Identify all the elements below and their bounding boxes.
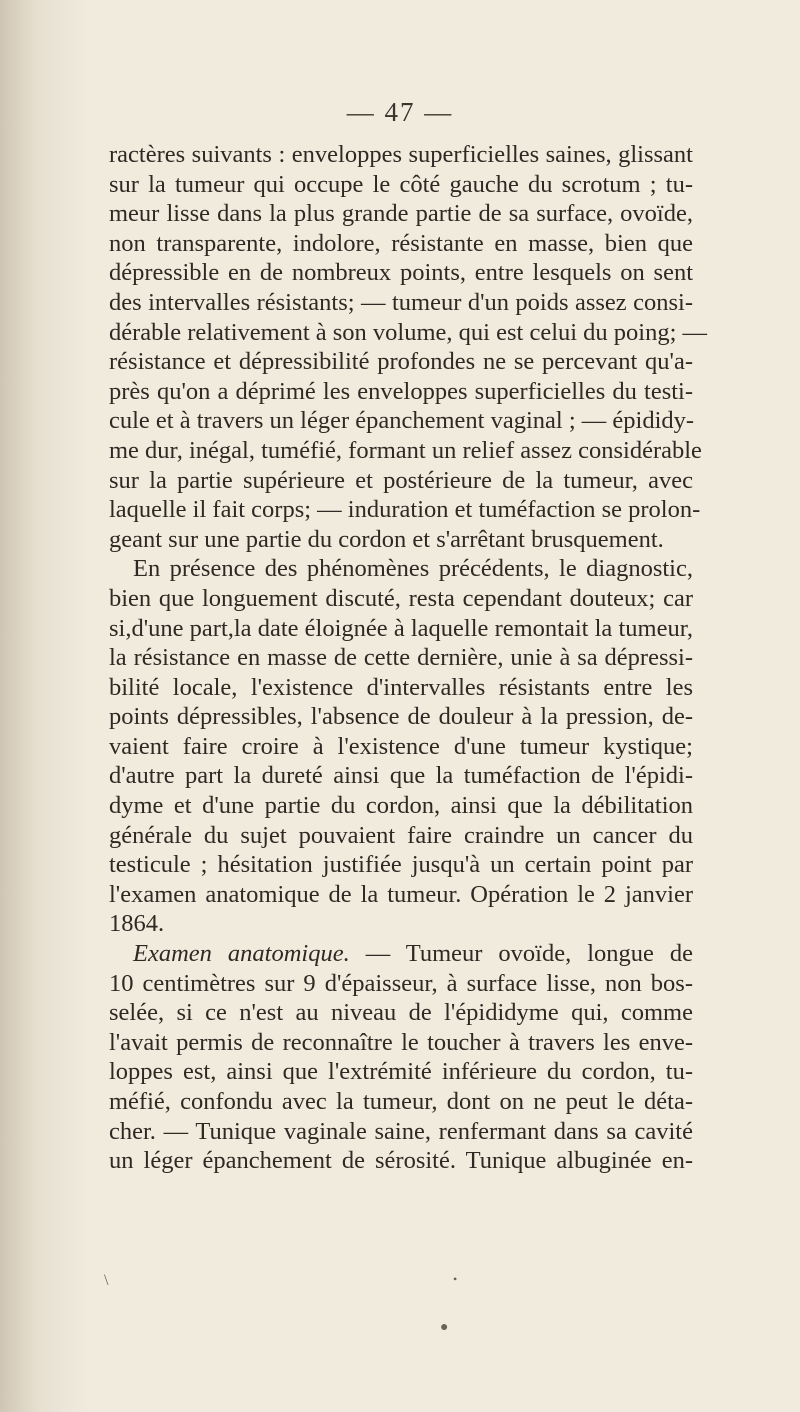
text-line: si,d'une part,la date éloignée à laquelle remontait la tumeur, <box>109 614 693 642</box>
text-line: non transparente, indolore, résistante en masse, bien que <box>109 229 693 257</box>
text-line: ractères suivants : enveloppes superficielles saines, glissant <box>109 141 693 168</box>
text-line: bilité locale, l'existence d'intervalles résistants entre les <box>109 673 693 701</box>
text-line: l'examen anatomique de la tumeur. Opération le 2 janvier <box>109 880 693 908</box>
text-line-exam-heading <box>109 939 693 969</box>
text-line: dyme et d'une partie du cordon, ainsi que la débilitation <box>109 792 693 820</box>
text-line: points dépressibles, l'absence de douleur à la pression, de- <box>109 703 693 731</box>
text-line: des intervalles résistants; — tumeur d'un poids assez consi- <box>109 288 693 316</box>
stray-mark: \ <box>104 1272 109 1289</box>
text-line-rest: — Tumeur ovoïde, longue de <box>365 940 693 968</box>
text-line: En présence des phénomènes précédents, le diagnostic, <box>133 555 693 583</box>
text-line: me dur, inégal, tuméfié, formant un relief assez considérable <box>109 436 702 464</box>
stray-mark: ● <box>440 1320 449 1335</box>
text-line: cher. — Tunique vaginale saine, renfermant dans sa cavité <box>109 1117 693 1145</box>
text-line: l'avait permis de reconnaître le toucher à travers les enve- <box>109 1028 693 1056</box>
text-line: générale du sujet pouvaient faire craindre un cancer du <box>109 821 693 849</box>
text-line: un léger épanchement de sérosité. Tunique albuginée en- <box>109 1147 693 1175</box>
text-line: meur lisse dans la plus grande partie de sa surface, ovoïde, <box>109 200 693 228</box>
page-number: — 47 — <box>346 97 454 127</box>
text-line: sur la partie supérieure et postérieure de la tumeur, avec <box>109 466 693 494</box>
text-line: loppes est, ainsi que l'extrémité inférieure du cordon, tu- <box>109 1058 693 1086</box>
text-line: la résistance en masse de cette dernière, unie à sa dépressi- <box>109 644 693 672</box>
text-line: testicule ; hésitation justifiée jusqu'à un certain point par <box>109 851 693 879</box>
text-line: vaient faire croire à l'existence d'une tumeur kystique; <box>109 732 693 760</box>
text-line: méfié, confondu avec la tumeur, dont on ne peut le déta- <box>109 1088 693 1115</box>
text-line: laquelle il fait corps; — induration et tuméfaction se prolon- <box>109 496 701 524</box>
text-line: bien que longuement discuté, resta cependant douteux; car <box>109 584 693 612</box>
text-line: dépressible en de nombreux points, entre lesquels on sent <box>109 259 693 287</box>
stray-mark: • <box>453 1272 458 1286</box>
text-line: dérable relativement à son volume, qui est celui du poing; — <box>109 318 708 346</box>
text-line: 10 centimètres sur 9 d'épaisseur, à surface lisse, non bos- <box>109 969 693 997</box>
text-line: près qu'on a déprimé les enveloppes superficielles du testi- <box>109 377 693 405</box>
section-heading: Examen anatomique. <box>133 940 350 968</box>
text-line: résistance et dépressibilité profondes ne se percevant qu'a- <box>109 348 693 376</box>
text-line: cule et à travers un léger épanchement vaginal ; — épididy- <box>109 407 695 435</box>
text-line: sur la tumeur qui occupe le côté gauche du scrotum ; tu- <box>109 170 693 198</box>
text-line: 1864. <box>109 910 165 938</box>
body-text <box>109 140 708 1176</box>
text-line: selée, si ce n'est au niveau de l'épididyme qui, comme <box>109 999 693 1027</box>
text-line: geant sur une partie du cordon et s'arrêtant brusquement. <box>109 525 664 553</box>
text-line: d'autre part la dureté ainsi que la tuméfaction de l'épidi- <box>109 762 693 790</box>
